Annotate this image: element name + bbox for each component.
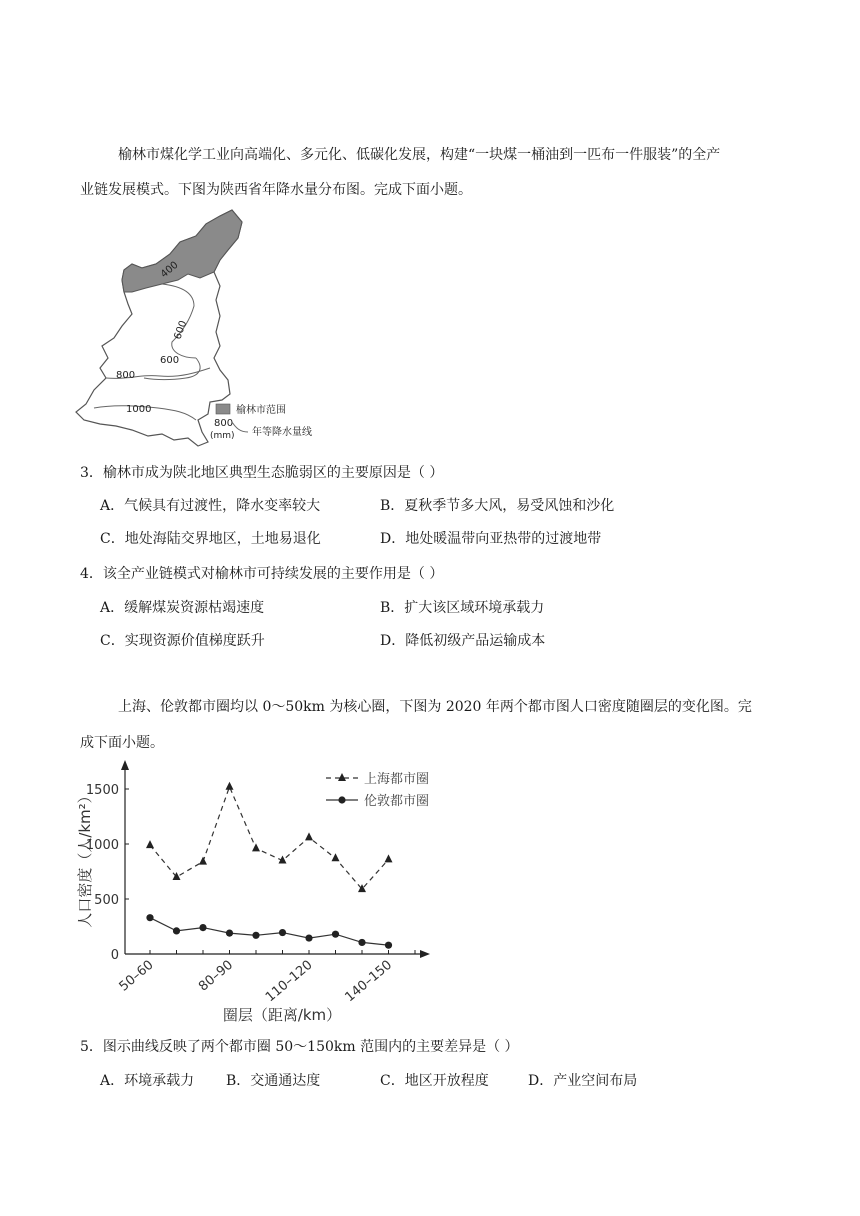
q3-option-b[interactable]: B．夏秋季节多大风，易受风蚀和沙化 [380, 498, 615, 514]
passage1-line1: 榆林市煤化学工业向高端化、多元化、低碳化发展，构建“一块煤一桶油到一匹布一件服装”的全产 [118, 147, 721, 163]
q4-option-a[interactable]: A．缓解煤炭资源枯竭速度 [100, 600, 265, 616]
q3-option-a[interactable]: A．气候具有过渡性，降水变率较大 [100, 498, 321, 514]
passage2-line1: 上海、伦敦都市圈均以 0～50km 为核心圈，下图为 2020 年两个都市图人口密度随圈层的变化图。完 [118, 699, 752, 715]
q3-option-d[interactable]: D．地处暖温带向亚热带的过渡地带 [380, 531, 602, 547]
legend-sample-value: 800 [214, 418, 234, 429]
label-800: 800 [116, 370, 136, 381]
q4-stem: 4．该全产业链模式对榆林市可持续发展的主要作用是（ ） [80, 566, 444, 582]
data-point-1 [305, 934, 312, 941]
q5-option-c[interactable]: C．地区开放程度 [380, 1073, 489, 1089]
series-line-0 [150, 787, 389, 889]
label-1000: 1000 [126, 404, 152, 415]
data-point-1 [226, 930, 233, 937]
y-axis-label: 人口密度（人/km²） [76, 788, 94, 928]
data-point-0 [199, 857, 207, 865]
y-tick-label: 0 [110, 948, 119, 963]
q4-option-d[interactable]: D．降低初级产品运输成本 [380, 633, 546, 649]
x-tick-label: 110–120 [262, 957, 316, 1006]
legend-shanghai-label: 上海都市圈 [364, 772, 430, 787]
q5-option-d[interactable]: D．产业空间布局 [528, 1073, 638, 1089]
x-axis-arrow [420, 950, 430, 958]
legend-london-label: 伦敦都市圈 [364, 794, 430, 809]
data-point-1 [146, 914, 153, 921]
data-point-0 [305, 832, 313, 840]
legend-shanghai-marker [338, 773, 346, 781]
shaanxi-precipitation-map [70, 208, 340, 448]
population-density-chart [70, 758, 460, 1030]
y-tick-label: 1500 [85, 783, 119, 798]
label-400: 400 [158, 259, 181, 281]
label-600b: 600 [160, 355, 180, 366]
data-point-1 [199, 924, 206, 931]
legend-line-label: 年等降水量线 [252, 427, 312, 438]
data-point-1 [358, 939, 365, 946]
passage1-line2: 业链发展模式。下图为陕西省年降水量分布图。完成下面小题。 [80, 182, 472, 198]
legend-london-marker [338, 796, 345, 803]
passage2-line2: 成下面小题。 [80, 735, 164, 751]
data-point-0 [385, 854, 393, 862]
q3-stem: 3．榆林市成为陕北地区典型生态脆弱区的主要原因是（ ） [80, 465, 444, 481]
y-tick-label: 1000 [85, 838, 119, 853]
x-tick-label: 140–150 [342, 957, 396, 1006]
data-point-1 [279, 929, 286, 936]
x-tick-label: 80–90 [196, 957, 237, 995]
q4-option-b[interactable]: B．扩大该区域环境承载力 [380, 600, 545, 616]
legend-region-label: 榆林市范围 [236, 405, 286, 416]
data-point-0 [226, 782, 234, 790]
q5-stem: 5．图示曲线反映了两个都市圈 50～150km 范围内的主要差异是（ ） [80, 1039, 519, 1055]
q4-option-c[interactable]: C．实现资源价值梯度跃升 [100, 633, 265, 649]
label-600a: 600 [172, 319, 190, 342]
data-point-1 [173, 927, 180, 934]
x-axis-label: 圈层（距离/km） [222, 1006, 342, 1024]
legend-region-swatch [216, 404, 230, 414]
q3-option-c[interactable]: C．地处海陆交界地区，土地易退化 [100, 531, 321, 547]
y-tick-label: 500 [94, 893, 119, 908]
data-point-0 [252, 843, 260, 851]
q5-option-b[interactable]: B．交通通达度 [226, 1073, 321, 1089]
data-point-0 [332, 853, 340, 861]
data-point-1 [332, 931, 339, 938]
y-axis-arrow [121, 760, 129, 770]
data-point-1 [385, 942, 392, 949]
data-point-1 [252, 932, 259, 939]
legend-unit: (mm) [210, 431, 235, 441]
series-line-1 [150, 918, 389, 946]
q5-option-a[interactable]: A．环境承载力 [100, 1073, 195, 1089]
data-point-0 [146, 840, 154, 848]
x-tick-label: 50–60 [116, 957, 157, 995]
